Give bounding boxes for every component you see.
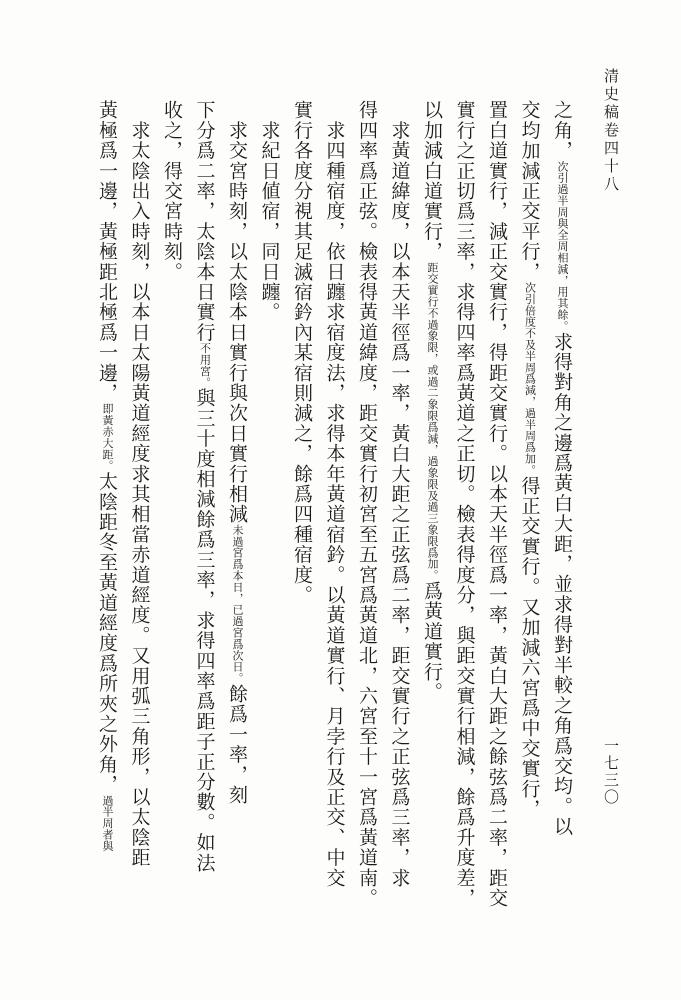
- text-segment: 求四種宿度，依日躔求宿度法，求得本年黃道宿鈐。以黃道實行、月孛行及正交、中交: [323, 100, 346, 888]
- text-column: [513, 100, 546, 958]
- annotation-note: 次引過半周與全周相減，用其餘。: [556, 160, 569, 332]
- page-number: 一七三〇: [602, 738, 620, 806]
- text-segment: 得正交實行。又加減六宮爲中交實行，: [518, 475, 541, 820]
- text-column: [383, 100, 416, 958]
- text-segment: 之角，: [551, 100, 573, 161]
- text-segment: 交均加減正交平行，: [518, 100, 541, 282]
- annotation-note: 距交實行不過象限，或過二象限爲減，過象限及過三象限爲加。: [426, 261, 439, 581]
- text-column: [481, 100, 514, 958]
- main-text: [91, 100, 579, 958]
- text-column: [318, 100, 351, 958]
- text-column: [448, 100, 481, 958]
- text-segment: 以加減白道實行，: [421, 100, 443, 262]
- text-column: [188, 100, 221, 958]
- text-segment: 實行之正切爲三率，求得四率爲黃道之正切。檢表得度分，與距交實行相減，餘爲升度差，: [453, 100, 476, 908]
- text-segment: 求紀日値宿，同日躔。: [258, 100, 281, 323]
- running-header: 清史稿卷四十八: [602, 68, 620, 194]
- text-segment: 太陰距冬至黃道經度爲所夾之外角，: [96, 471, 118, 795]
- annotation-note: 未過宮爲本日，已過宮爲次日。: [231, 524, 244, 684]
- text-segment: 與三十度相減餘爲三率，求得四率爲距子正分數。如法: [193, 388, 216, 873]
- text-segment: 爲黃道實行。: [421, 580, 443, 703]
- text-segment: 收之，得交宮時刻。: [161, 100, 183, 282]
- text-column: [416, 100, 449, 958]
- text-segment: 實行各度分視其足滅宿鈐內某宿則減之，餘爲四種宿度。: [291, 100, 313, 605]
- text-column: [546, 100, 579, 958]
- text-segment: 下分爲二率，太陰本日實行: [193, 100, 216, 343]
- text-column: [123, 100, 156, 958]
- text-segment: 得四率爲正弦。檢表得黃道緯度，距交實行初宮至五宮爲黃道北，六宮至十一宮爲黃道南。: [356, 100, 378, 908]
- text-segment: 求得對角之邊爲黃白大距，並求得對半較之角爲交均。以: [551, 331, 573, 837]
- text-segment: 黃極爲一邊，黃極距北極爲一邊，: [96, 100, 118, 403]
- text-segment: 求黃道緯度，以本天半徑爲一率，黃白大距之正弦爲二率，距交實行之正弦爲三率，求: [388, 100, 411, 888]
- annotation-note: 即黃赤大距。: [101, 403, 114, 472]
- text-column: [221, 100, 254, 958]
- text-segment: 求交宮時刻，以太陰本日實行與次日實行相減: [226, 100, 248, 525]
- text-segment: 餘爲一率，刻: [226, 683, 248, 806]
- text-column: [156, 100, 189, 958]
- text-column: [286, 100, 319, 958]
- annotation-note: 次引倍度不及半周爲減，過半周爲加。: [523, 281, 537, 476]
- annotation-note: 過半周者與: [101, 794, 114, 852]
- text-segment: 置白道實行，減正交實行，得距交實行。以本天半徑爲一率，黃白大距之餘弦爲二率，距交: [486, 100, 508, 908]
- text-segment: 求太陰出入時刻，以本日太陽黃道經度求其相當赤道經度。又用弧三角形，以太陰距: [128, 100, 151, 868]
- annotation-note: 不用宮。: [198, 342, 212, 389]
- text-column: [91, 100, 124, 958]
- text-column: [253, 100, 286, 958]
- text-column: [351, 100, 384, 958]
